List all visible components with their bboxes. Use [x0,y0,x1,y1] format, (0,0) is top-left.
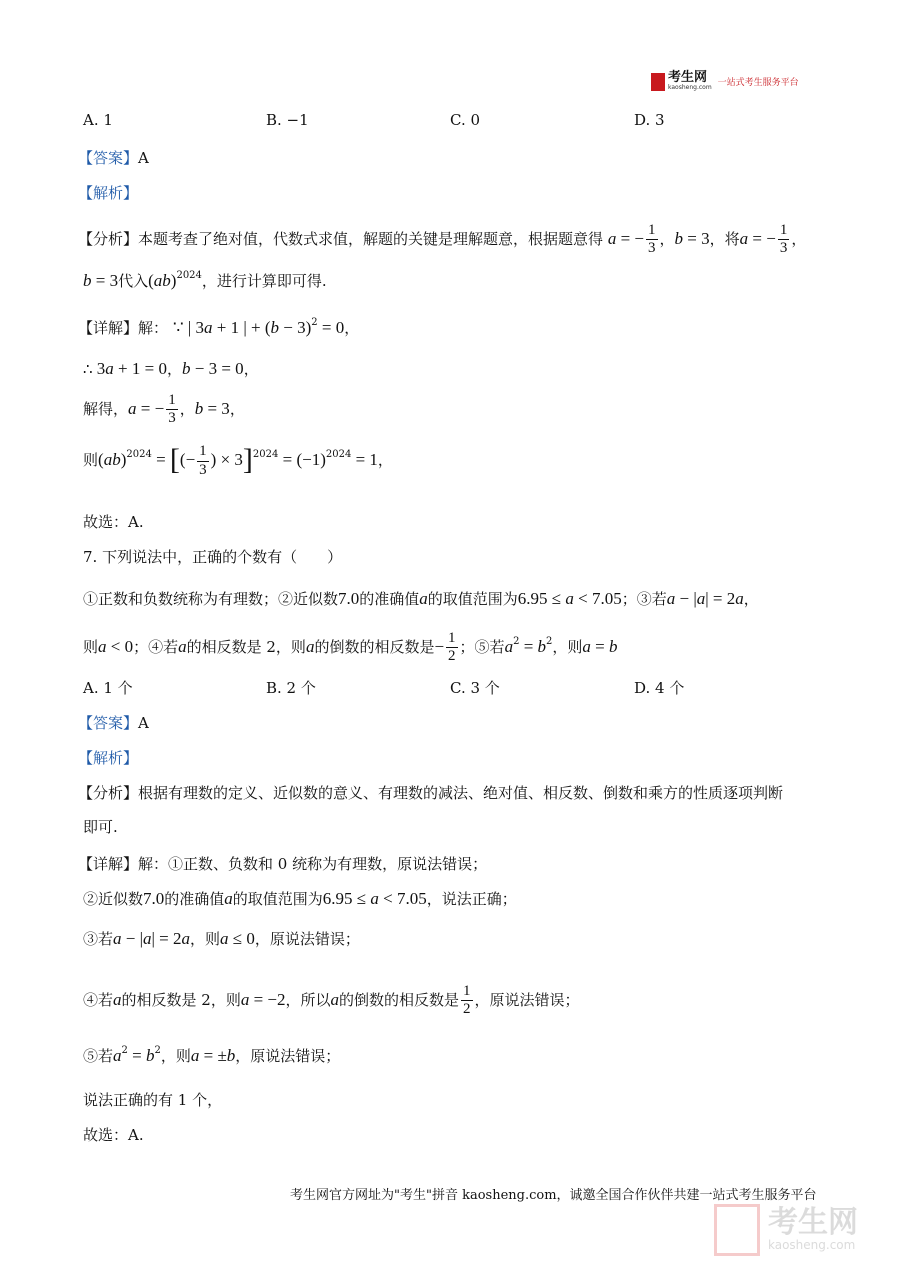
q7-detail-2: ②近似数7.0的准确值a的取值范围为6.95 ≤ a < 7.05，说法正确； [83,889,517,908]
q7-stem: 7. 下列说法中，正确的个数有（ ） [83,548,343,566]
q7-option-a: A. 1 个 [83,679,133,697]
q6-step-solve: 解得，a = − $\frac{1}{3}$ ，b = 3， [83,392,245,427]
q6-option-d: D. 3 [634,111,665,129]
q7-analysis-label: 【解析】 [78,749,139,767]
q6-option-c: C. 0 [450,111,481,129]
q7-fenxi-line2: 即可. [83,818,118,836]
q6-fenxi-line2: b = 3代入(ab)$^{2024}$，进行计算即可得. [83,270,327,290]
logo-url: kaosheng.com [668,84,712,91]
q7-option-d: D. 4 个 [634,679,685,697]
q6-step-therefore: ∴ 3a + 1 = 0，b − 3 = 0， [83,359,259,378]
q7-detail-5: ⑤若$a^2 = b^2$，则a = ±b，原说法错误； [83,1045,341,1065]
q6-analysis-label: 【解析】 [78,184,139,202]
q6-xiangjie: 【详解】解： ∵ | 3a + 1 | + $(b - 3)^2 = 0$， [78,317,360,337]
logo-icon [651,73,665,91]
q7-conclusion: 故选：A. [83,1126,144,1144]
q7-fenxi: 【分析】根据有理数的定义、近似数的意义、有理数的减法、绝对值、相反数、倒数和乘方的性质逐项判断 [78,784,784,802]
watermark [714,1204,858,1256]
q6-fenxi: 【分析】本题考查了绝对值，代数式求值，解题的关键是理解题意，根据题意得 a = − $\frac{1}{3}$ ，b = 3，将a = − $\frac{1}{3}$ ， [78,222,807,257]
fenxi-label: 【分析】 [78,229,139,248]
answer-label: 【答案】 [78,149,139,167]
footer-text: 考生网官方网址为"考生"拼音 kaosheng.com，诚邀全国合作伙伴共建一站式考生服务平台 [290,1188,817,1203]
q7-statements-line1: ①正数和负数统称为有理数；②近似数7.0的准确值a的取值范围为6.95 ≤ a < 7.05；③若a − |a| = 2a， [83,589,759,608]
watermark-name: 考生网 [768,1205,858,1240]
logo-name: 考生网 [668,70,708,85]
logo-slogan: 一站式考生服务平台 [717,78,799,88]
q7-statements-line2: 则a < 0；④若a的相反数是 2，则a的倒数的相反数是− $\frac{1}{2}$ ；⑤若$a^2 = b^2$，则a = b [83,630,618,665]
q6-option-a: A. 1 [83,111,113,129]
q6-answer [78,147,149,168]
q7-detail-1: 【详解】解：①正数、负数和 0 统称为有理数，原说法错误； [78,855,488,873]
q7-option-b: B. 2 个 [266,679,316,697]
q6-option-b: B. −1 [266,111,309,129]
site-logo [651,72,799,91]
q7-detail-3: ③若a − |a| = 2a，则a ≤ 0，原说法错误； [83,929,360,948]
q7-option-c: C. 3 个 [450,679,500,697]
watermark-logo-icon [714,1204,760,1256]
fenxi-text: 本题考查了绝对值，代数式求值，解题的关键是理解题意，根据题意得 [138,229,604,248]
q7-answer: 【答案】A [78,714,149,732]
watermark-url: kaosheng.com [768,1238,856,1252]
q6-step-compute: 则(ab)$^{2024}$ = [(− $\frac{1}{3}$ ) × $3]^{2024} = (-1)^{2024} = 1$， [83,443,393,478]
q6-conclusion: 故选：A. [83,513,144,531]
answer-value: A [138,149,149,167]
q7-detail-4: ④若a的相反数是 2，则a = −2，所以a的倒数的相反数是 $\frac{1}{2}$ ，原说法错误； [83,983,580,1018]
q7-count: 说法正确的有 1 个， [83,1091,223,1109]
